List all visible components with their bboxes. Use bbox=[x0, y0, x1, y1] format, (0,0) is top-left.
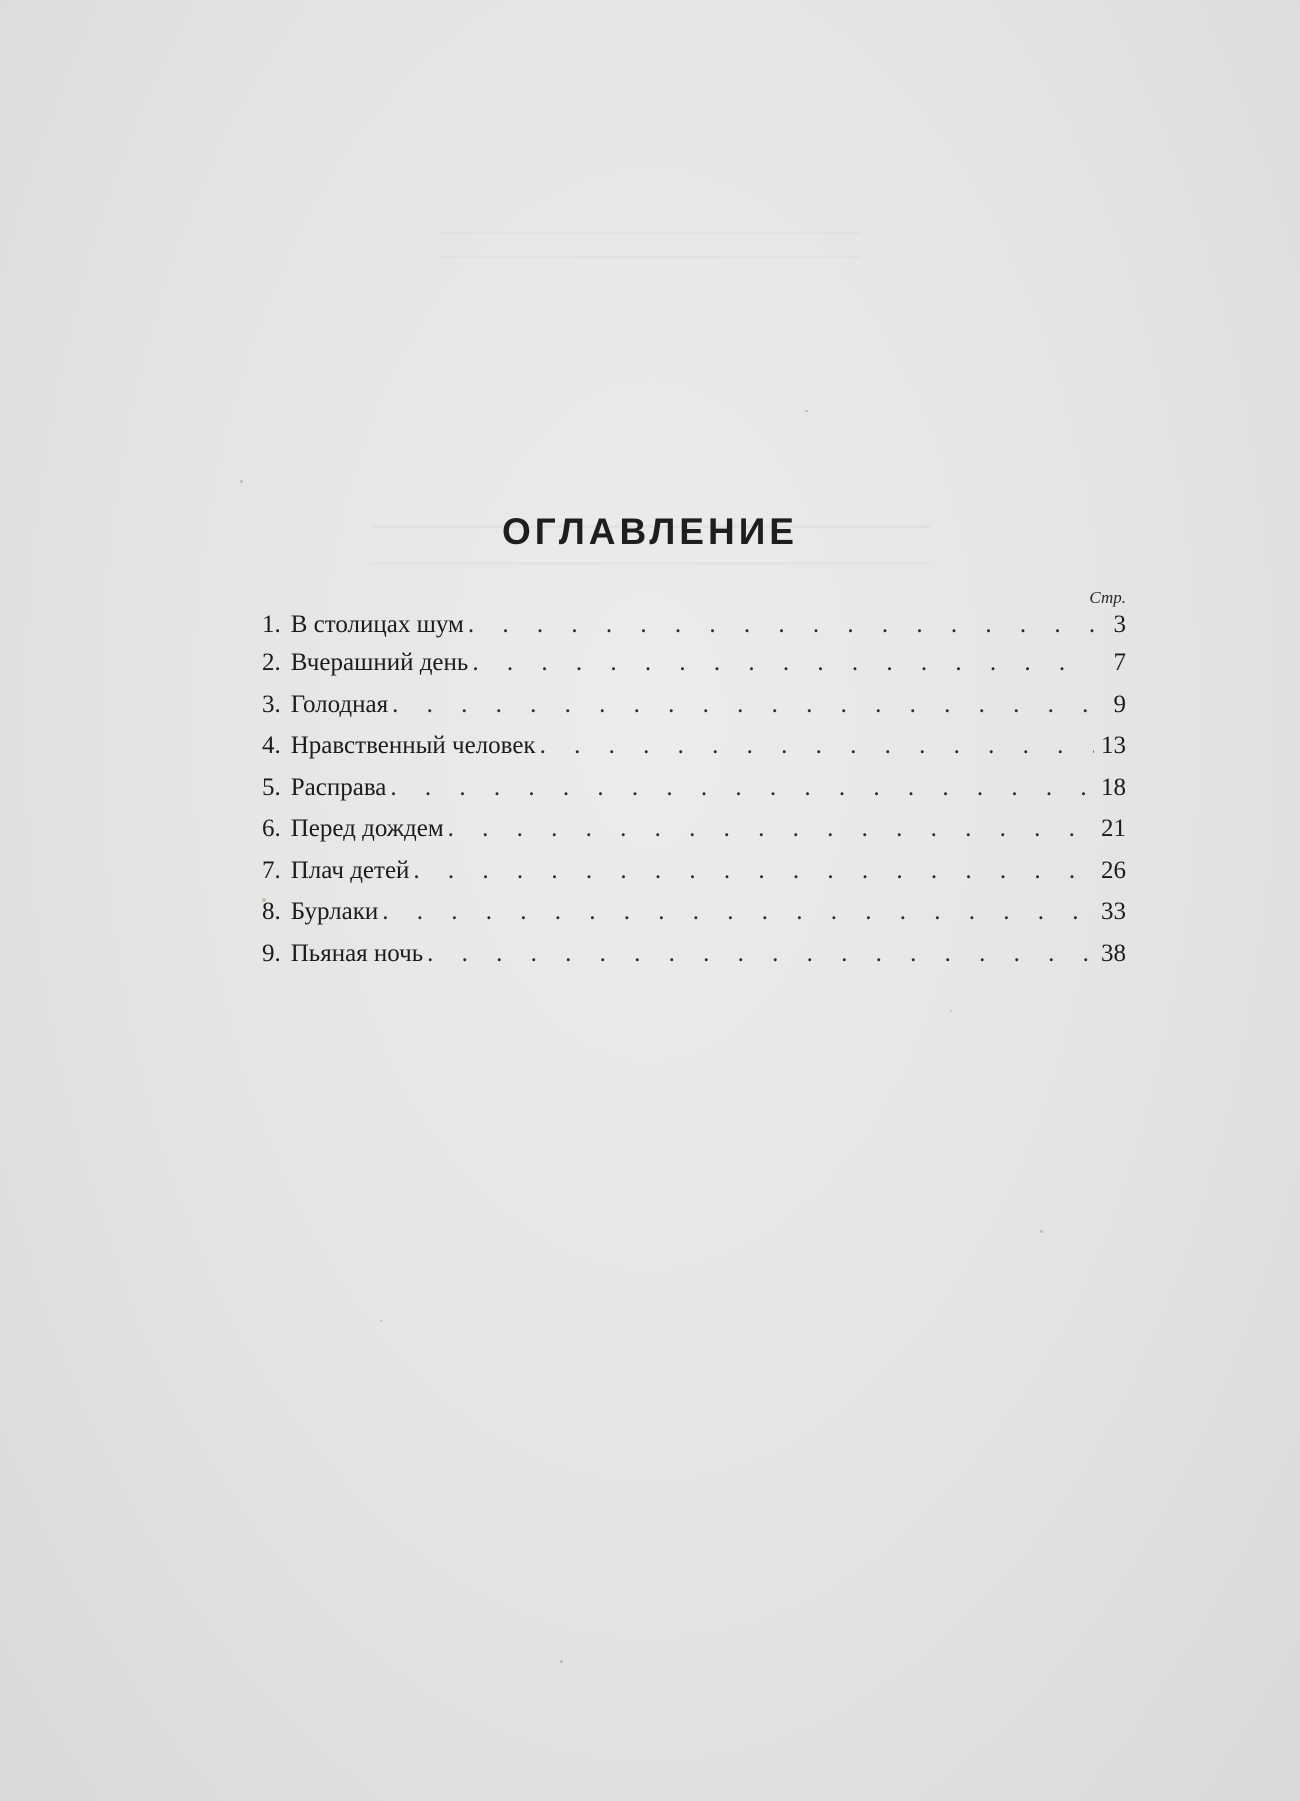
toc-entry-title: Нравственный человек bbox=[290, 732, 536, 759]
toc-entry-title: Расправа bbox=[290, 773, 387, 801]
toc-entry[interactable] bbox=[262, 767, 1126, 809]
page-title: ОГЛАВЛЕНИЕ bbox=[502, 510, 798, 552]
dot-leader bbox=[413, 850, 1094, 892]
toc-entry[interactable] bbox=[262, 850, 1126, 892]
paper-speck bbox=[950, 1010, 952, 1012]
toc-entry-title: Бурлаки bbox=[290, 898, 379, 925]
toc-entry-number: 6. bbox=[262, 815, 281, 842]
toc-entry-page: 38 bbox=[1101, 939, 1126, 967]
toc-entry-page: 33 bbox=[1101, 898, 1126, 925]
toc-entry-title: Вчерашний день bbox=[290, 649, 469, 676]
toc-entry[interactable] bbox=[262, 808, 1126, 850]
toc-entry-number: 7. bbox=[262, 856, 281, 884]
paper-speck bbox=[1040, 1230, 1043, 1233]
toc-entry-title: Плач детей bbox=[290, 856, 410, 884]
toc-entry[interactable] bbox=[262, 684, 1126, 726]
paper-speck bbox=[240, 480, 243, 483]
page-column-header: Стр. bbox=[1089, 588, 1126, 607]
toc-entry[interactable] bbox=[262, 725, 1126, 767]
dot-leader bbox=[448, 808, 1094, 850]
toc-entry-title: Пьяная ночь bbox=[290, 939, 424, 967]
toc-list bbox=[262, 608, 1126, 974]
toc-entry-page: 18 bbox=[1101, 773, 1126, 801]
toc-entry-page: 7 bbox=[1113, 649, 1126, 676]
dot-leader bbox=[540, 725, 1094, 767]
toc-entry-page: 26 bbox=[1101, 856, 1126, 884]
dot-leader bbox=[468, 608, 1094, 642]
dot-leader bbox=[390, 767, 1094, 809]
paper-speck bbox=[380, 1320, 382, 1322]
bleed-through bbox=[0, 232, 1300, 262]
paper-speck bbox=[805, 410, 808, 412]
toc-entry-number: 3. bbox=[262, 690, 281, 718]
table-of-contents bbox=[262, 588, 1126, 974]
paper-speck bbox=[560, 1660, 563, 1663]
toc-entry-number: 4. bbox=[262, 732, 281, 759]
dot-leader bbox=[472, 642, 1094, 684]
toc-entry-title: Перед дождем bbox=[290, 815, 444, 842]
toc-entry[interactable] bbox=[262, 642, 1126, 684]
toc-entry-number: 2. bbox=[262, 649, 281, 676]
dot-leader bbox=[382, 891, 1094, 933]
toc-entry-page: 9 bbox=[1113, 690, 1126, 718]
toc-entry-number: 9. bbox=[262, 939, 281, 967]
toc-entry-title: В столицах шум bbox=[290, 611, 464, 638]
toc-entry-page: 3 bbox=[1113, 611, 1126, 638]
dot-leader bbox=[392, 684, 1094, 726]
toc-entry-title: Голодная bbox=[290, 690, 389, 718]
toc-entry[interactable] bbox=[262, 933, 1126, 975]
toc-entry-number: 8. bbox=[262, 898, 281, 925]
dot-leader bbox=[427, 933, 1094, 975]
toc-entry-page: 21 bbox=[1101, 815, 1126, 842]
toc-entry-number: 5. bbox=[262, 773, 281, 801]
toc-entry[interactable] bbox=[262, 608, 1126, 642]
toc-entry[interactable] bbox=[262, 891, 1126, 933]
toc-entry-page: 13 bbox=[1101, 732, 1126, 759]
toc-entry-number: 1. bbox=[262, 611, 281, 638]
